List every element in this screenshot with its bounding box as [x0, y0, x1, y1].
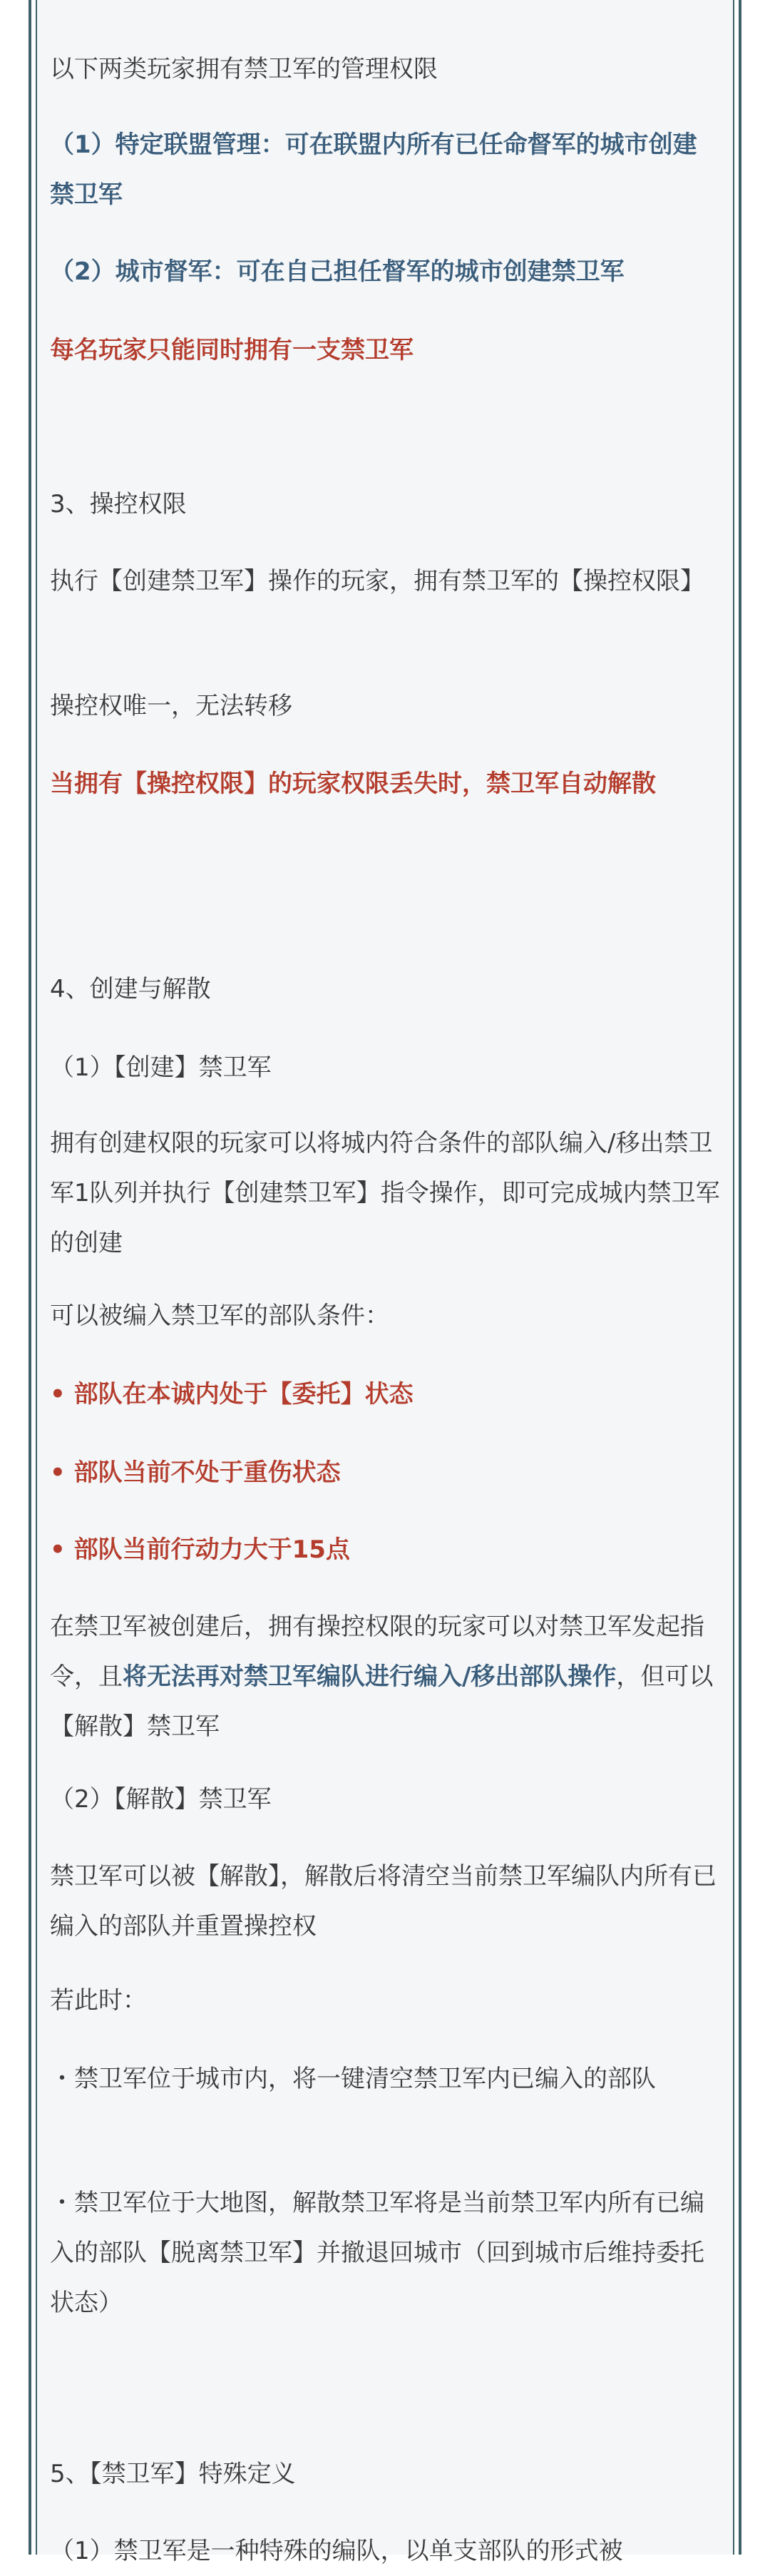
condition-entrusted: • 部队在本诚内处于【委托】状态 [50, 1380, 414, 1409]
section-heading-create-disband: 4、创建与解散 [50, 975, 211, 1003]
disband-on-map-case: ・禁卫军位于大地图，解散禁卫军将是当前禁卫军内所有已编入的部队【脱离禁卫军】并撤退回城市（回到城市后维持委托状态） [50, 2189, 704, 2317]
auto-disband-warning: 当拥有【操控权限】的玩家权限丢失时，禁卫军自动解散 [50, 770, 656, 798]
disband-if-heading: 若此时： [50, 1986, 147, 2015]
subheading-disband: （2）【解散】禁卫军 [50, 1785, 272, 1814]
section-heading-control: 3、操控权限 [50, 490, 187, 518]
disband-in-city-case: ・禁卫军位于城市内，将一键清空禁卫军内已编入的部队 [50, 2065, 656, 2093]
right-border-inner [733, 0, 734, 2555]
right-border-outer [739, 0, 741, 2555]
create-description: 拥有创建权限的玩家可以将城内符合条件的部队编入/移出禁卫军1队列并执行【创建禁卫军】指令操作，即可完成城内禁卫军的创建 [50, 1129, 720, 1257]
left-border-outer [29, 0, 31, 2555]
control-unique-note: 操控权唯一，无法转移 [50, 692, 292, 720]
eligible-conditions-heading: 可以被编入禁卫军的部队条件： [50, 1302, 389, 1330]
post-create-highlight: 将无法再对禁卫军编队进行编入/移出部队操作 [123, 1662, 617, 1691]
condition-action-points: • 部队当前行动力大于15点 [50, 1535, 350, 1564]
condition-not-injured: • 部队当前不处于重伤状态 [50, 1458, 341, 1487]
disband-description: 禁卫军可以被【解散】，解散后将清空当前禁卫军编队内所有已编入的部队并重置操控权 [50, 1862, 717, 1941]
one-guard-limit-note: 每名玩家只能同时拥有一支禁卫军 [50, 336, 414, 364]
city-governor-rule: （2）城市督军：可在自己担任督军的城市创建禁卫军 [50, 257, 625, 286]
permission-intro: 以下两类玩家拥有禁卫军的管理权限 [50, 55, 438, 83]
subheading-create: （1）【创建】禁卫军 [50, 1053, 272, 1082]
section-heading-special-definition: 5、【禁卫军】特殊定义 [50, 2460, 296, 2488]
post-create-text-1: 在禁卫军被创建后，拥有操控权限的玩家可以对禁卫军发起指令，且 [50, 1612, 704, 1691]
control-permission-desc: 执行【创建禁卫军】操作的玩家，拥有禁卫军的【操控权限】 [50, 567, 704, 596]
post-create-text-2: ，但可以【解散】禁卫军 [50, 1662, 714, 1741]
post-create-description [50, 1602, 720, 1752]
special-definition-text: （1）禁卫军是一种特殊的编队，以单支部队的形式被 [50, 2537, 623, 2565]
article-content [37, 0, 733, 2555]
alliance-manager-rule: （1）特定联盟管理：可在联盟内所有已任命督军的城市创建禁卫军 [50, 131, 697, 209]
